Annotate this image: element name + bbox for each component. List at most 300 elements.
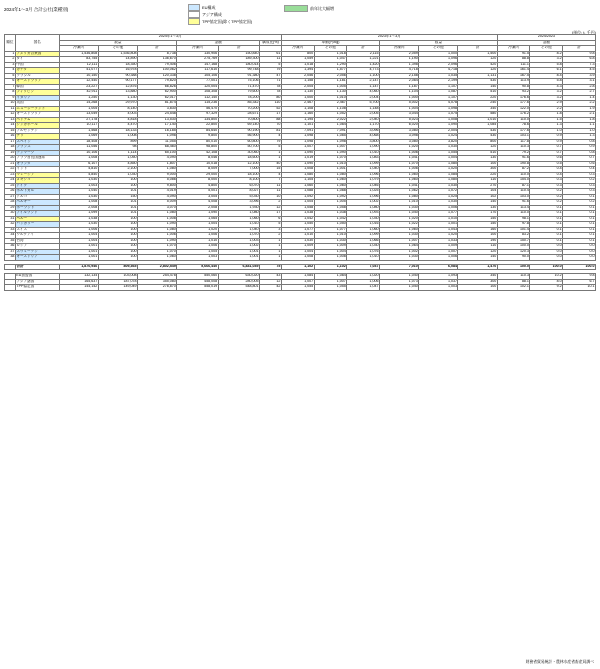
row-country: ドイツ bbox=[15, 183, 59, 189]
row-cell: 120 bbox=[458, 57, 497, 63]
row-cell: 558,019 bbox=[177, 285, 218, 291]
row-cell: 1,001 bbox=[59, 249, 98, 255]
row-cell: 4,773 bbox=[347, 68, 380, 74]
row-rank: 8 bbox=[5, 90, 16, 96]
row-cell: 3,080 bbox=[379, 139, 418, 145]
row-cell: 2 bbox=[260, 200, 282, 206]
row-cell: 91.5 bbox=[497, 51, 530, 57]
row-cell: 1,062 bbox=[379, 189, 418, 195]
row-cell: 4 bbox=[260, 172, 282, 178]
row-cell: 1,394 bbox=[281, 68, 314, 74]
row-cell: 1,040 bbox=[218, 227, 259, 233]
row-cell: 7,000 bbox=[218, 167, 259, 173]
row-cell: 6,107 bbox=[59, 161, 98, 167]
row-cell: 1,020 bbox=[419, 233, 458, 239]
row-cell: 12,100 bbox=[218, 161, 259, 167]
row-cell: 12,876 bbox=[98, 84, 137, 90]
row-cell: 1,050 bbox=[281, 222, 314, 228]
row-cell: 91.6 bbox=[497, 156, 530, 162]
row-cell: 1,001 bbox=[59, 255, 98, 261]
row-cell: 1,098 bbox=[137, 134, 176, 140]
legend-item-eu bbox=[188, 4, 252, 11]
row-cell: 5.8 bbox=[530, 62, 563, 68]
row-cell: 430 bbox=[458, 128, 497, 134]
row-cell: 5.8 bbox=[530, 79, 563, 85]
row-cell: 117.8 bbox=[497, 139, 530, 145]
row-cell: 104 bbox=[458, 189, 497, 195]
row-rank: 3 bbox=[5, 62, 16, 68]
row-cell: 12 bbox=[260, 205, 282, 211]
row-cell: 4,008 bbox=[177, 200, 218, 206]
row-cell: 1,007 bbox=[314, 279, 347, 285]
row-rank: 17 bbox=[5, 139, 16, 145]
row-cell: 150 bbox=[458, 222, 497, 228]
row-cell: 102 bbox=[458, 194, 497, 200]
row-cell: 101 bbox=[98, 200, 137, 206]
row-cell: 1,033 bbox=[419, 238, 458, 244]
row-cell: 1,075 bbox=[419, 112, 458, 118]
row-cell: 1,130 bbox=[281, 90, 314, 96]
row-cell: 1,070 bbox=[218, 233, 259, 239]
row-cell: 278,870 bbox=[137, 285, 176, 291]
row-rank: 20 bbox=[5, 156, 16, 162]
row-cell: 0.1 bbox=[530, 233, 563, 239]
row-cell: 165,637 bbox=[59, 279, 98, 285]
row-cell: 5 bbox=[260, 222, 282, 228]
row-cell: 240 bbox=[458, 101, 497, 107]
row-cell: 47 bbox=[260, 73, 282, 79]
row-cell: 1,080 bbox=[347, 205, 380, 211]
row-cell: 6.7 bbox=[563, 279, 596, 285]
row-cell: 1.3 bbox=[563, 134, 596, 140]
row-country: スイス bbox=[15, 227, 59, 233]
row-cell: 100 bbox=[98, 233, 137, 239]
row-cell: 1,105 bbox=[281, 178, 314, 184]
row-cell: 1,010 bbox=[314, 233, 347, 239]
row-cell: 78,200 bbox=[218, 95, 259, 101]
row-cell: 1,470 bbox=[458, 264, 497, 270]
row-cell: 18,600 bbox=[218, 156, 259, 162]
row-cell: 100 bbox=[98, 244, 137, 250]
row-cell: 170 bbox=[458, 211, 497, 217]
row-cell: 2,022 bbox=[314, 117, 347, 123]
row-cell: 1,066 bbox=[347, 238, 380, 244]
row-cell: 6.8 bbox=[563, 57, 596, 63]
row-cell: 1,030 bbox=[419, 183, 458, 189]
row-cell: 52 bbox=[260, 106, 282, 112]
row-cell: 1,090 bbox=[419, 123, 458, 129]
row-cell: 0.9 bbox=[530, 139, 563, 145]
row-cell: 42 bbox=[260, 285, 282, 291]
row-cell: 3.2 bbox=[530, 57, 563, 63]
row-cell: 1,090 bbox=[137, 238, 176, 244]
row-cell: 1,107 bbox=[419, 95, 458, 101]
row-cell: 2.2 bbox=[530, 106, 563, 112]
row-cell: 1,035 bbox=[419, 73, 458, 79]
row-cell: 16,978 bbox=[98, 68, 137, 74]
row-cell: 81 bbox=[260, 128, 282, 134]
row-cell: 5 bbox=[260, 145, 282, 151]
row-country: タイ bbox=[15, 57, 59, 63]
row-cell: 87.1 bbox=[497, 183, 530, 189]
row-cell: 132,134 bbox=[59, 274, 98, 280]
row-cell: 1,000 bbox=[379, 95, 418, 101]
row-cell: 1,003 bbox=[59, 183, 98, 189]
row-cell: 70 bbox=[260, 123, 282, 129]
row-cell: 149,049 bbox=[98, 285, 137, 291]
row-cell: 2,056 bbox=[314, 73, 347, 79]
row-cell: 4,470 bbox=[98, 123, 137, 129]
row-country: ペルー bbox=[15, 216, 59, 222]
row-cell: 42,108 bbox=[177, 150, 218, 156]
unit-note: (単位: t, 千円) bbox=[571, 30, 596, 35]
row-cell: 1,055 bbox=[419, 150, 458, 156]
header-other-4: その他 bbox=[419, 46, 458, 52]
row-cell: 4,810 bbox=[59, 167, 98, 173]
row-cell: 0.7 bbox=[530, 145, 563, 151]
row-cell: 120 bbox=[458, 68, 497, 74]
row-cell: 2,096 bbox=[419, 62, 458, 68]
row-rank: 14 bbox=[5, 123, 16, 129]
row-cell: 0.2 bbox=[530, 200, 563, 206]
row-country: EU加盟国 bbox=[15, 274, 59, 280]
row-cell: 1,088 bbox=[281, 189, 314, 195]
row-cell: 1,079 bbox=[347, 178, 380, 184]
row-cell: 1,047 bbox=[347, 285, 380, 291]
row-cell: 1,020 bbox=[177, 227, 218, 233]
row-cell: 0.1 bbox=[563, 238, 596, 244]
row-cell: 1,020 bbox=[379, 145, 418, 151]
row-cell: 430 bbox=[458, 79, 497, 85]
row-cell: 1,007 bbox=[281, 145, 314, 151]
row-cell: 60,800 bbox=[218, 139, 259, 145]
row-cell: 12 bbox=[260, 279, 282, 285]
row-cell: 7,091 bbox=[314, 128, 347, 134]
row-cell: 1,006 bbox=[177, 244, 218, 250]
row-cell: 110 bbox=[458, 178, 497, 184]
row-cell: 1,070 bbox=[314, 156, 347, 162]
row-cell: 1,010 bbox=[379, 200, 418, 206]
row-cell: 120 bbox=[458, 249, 497, 255]
row-cell: 1.5 bbox=[530, 117, 563, 123]
row-cell: 4,718 bbox=[379, 68, 418, 74]
row-cell: 8.4 bbox=[530, 73, 563, 79]
row-cell: 103.0 bbox=[497, 194, 530, 200]
row-cell: 10,150 bbox=[59, 73, 98, 79]
row-cell: 0.6 bbox=[563, 161, 596, 167]
row-cell: 110.3 bbox=[497, 145, 530, 151]
row-rank: 24 bbox=[5, 178, 16, 184]
row-cell: 2,008 bbox=[177, 205, 218, 211]
row-cell: 1,250 bbox=[59, 95, 98, 101]
legend-item-tpp bbox=[188, 18, 252, 25]
row-cell: 110.0 bbox=[497, 172, 530, 178]
row-cell: 1,025 bbox=[419, 194, 458, 200]
row-cell: 24,548 bbox=[137, 112, 176, 118]
row-cell: 0.1 bbox=[563, 211, 596, 217]
row-country: ベルギー bbox=[15, 200, 59, 206]
row-cell: 1,025 bbox=[347, 189, 380, 195]
row-cell: 110 bbox=[260, 101, 282, 107]
row-country: カナダ bbox=[15, 68, 59, 74]
row-cell: 154.0 bbox=[497, 178, 530, 184]
row-cell: 1,001 bbox=[59, 244, 98, 250]
row-country: オーストリア bbox=[15, 255, 59, 261]
row-cell: 5,023 bbox=[379, 117, 418, 123]
row-cell: 140 bbox=[458, 200, 497, 206]
row-cell: 1,005 bbox=[59, 106, 98, 112]
row-cell: 130 bbox=[458, 156, 497, 162]
row-cell: 1,009 bbox=[419, 244, 458, 250]
row-cell: 1.1 bbox=[563, 123, 596, 129]
row-cell: 102.1 bbox=[497, 285, 530, 291]
row-cell: 1,084 bbox=[281, 274, 314, 280]
row-cell: 1,010 bbox=[177, 238, 218, 244]
row-cell: 130,906 bbox=[177, 51, 218, 57]
row-cell: 1,090 bbox=[314, 150, 347, 156]
row-cell: 1,080 bbox=[419, 161, 458, 167]
row-cell: 79,600 bbox=[218, 90, 259, 96]
row-cell: 1,290 bbox=[314, 62, 347, 68]
row-cell: 1,030 bbox=[379, 255, 418, 261]
row-cell: 1,158 bbox=[281, 79, 314, 85]
row-cell: 1,010 bbox=[347, 150, 380, 156]
row-cell: 1,008 bbox=[314, 255, 347, 261]
row-cell: 0.1 bbox=[530, 222, 563, 228]
row-rank: 4 bbox=[5, 68, 16, 74]
row-cell: 1,147 bbox=[347, 84, 380, 90]
legend-swatch-green bbox=[284, 5, 308, 12]
row-rank: 36 bbox=[5, 244, 16, 250]
row-cell: 1,090 bbox=[177, 211, 218, 217]
row-cell: 5,002 bbox=[379, 101, 418, 107]
row-cell: 16,185 bbox=[137, 128, 176, 134]
row-cell: 1,181 bbox=[314, 79, 347, 85]
row-cell: 90,388 bbox=[98, 73, 137, 79]
row-cell: 1,090 bbox=[281, 150, 314, 156]
row-cell: 1,040 bbox=[379, 285, 418, 291]
row-cell: 7,091 bbox=[281, 128, 314, 134]
row-cell: 0.0 bbox=[530, 255, 563, 261]
row-cell: 18,350 bbox=[98, 62, 137, 68]
row-cell: 110.4 bbox=[497, 189, 530, 195]
row-cell: 0.1 bbox=[563, 216, 596, 222]
row-cell: 4,068 bbox=[347, 134, 380, 140]
row-cell: 280,005 bbox=[218, 279, 259, 285]
row-country: オーストラリア bbox=[15, 79, 59, 85]
row-cell: 6,020 bbox=[379, 123, 418, 129]
row-cell: 1,060 bbox=[314, 183, 347, 189]
row-cell: 1,807 bbox=[137, 161, 176, 167]
row-cell: 2,115 bbox=[347, 51, 380, 57]
row-cell: 100 bbox=[98, 255, 137, 261]
row-rank: 9 bbox=[5, 95, 16, 101]
row-cell: 1,006 bbox=[347, 279, 380, 285]
row-cell: 144,142 bbox=[59, 285, 98, 291]
row-cell: 2,199 bbox=[419, 79, 458, 85]
row-cell: 71,470 bbox=[218, 84, 259, 90]
row-cell: 1,107 bbox=[419, 84, 458, 90]
legend bbox=[188, 4, 252, 25]
row-cell: 2.7 bbox=[563, 90, 596, 96]
row-cell: 1,003 bbox=[419, 285, 458, 291]
row-cell: 1,060 bbox=[379, 178, 418, 184]
row-cell: 300 bbox=[458, 167, 497, 173]
row-cell: 1,114 bbox=[98, 150, 137, 156]
row-cell: 84,640 bbox=[177, 128, 218, 134]
row-cell: 167.5 bbox=[497, 73, 530, 79]
row-cell: 3,070 bbox=[137, 205, 176, 211]
row-cell: 1,085 bbox=[419, 172, 458, 178]
header-unitprice: 単価(円/kg) bbox=[281, 40, 379, 46]
row-cell: 2,004 bbox=[419, 128, 458, 134]
row-cell: 0.0 bbox=[530, 249, 563, 255]
row-cell: 103,008 bbox=[98, 274, 137, 280]
row-cell: 2.8 bbox=[563, 84, 596, 90]
row-cell: 83,755 bbox=[59, 57, 98, 63]
row-cell: 1,030 bbox=[314, 238, 347, 244]
row-cell: 1,043 bbox=[419, 227, 458, 233]
row-cell: 18,133 bbox=[98, 128, 137, 134]
row-cell: 2.9 bbox=[530, 101, 563, 107]
row-rank: 2 bbox=[5, 57, 16, 63]
row-rank: 32 bbox=[5, 222, 16, 228]
row-cell: 2,059 bbox=[379, 51, 418, 57]
row-cell: 5,009 bbox=[137, 200, 176, 206]
row-cell: 1,080 bbox=[137, 167, 176, 173]
row-cell: 1,001 bbox=[314, 167, 347, 173]
row-country: アメリカ合衆国 bbox=[15, 51, 59, 57]
row-cell: 112,140 bbox=[177, 95, 218, 101]
row-cell: 1,002 bbox=[379, 249, 418, 255]
row-cell: 69,140 bbox=[218, 123, 259, 129]
row-cell: 8,000 bbox=[177, 178, 218, 184]
row-cell: 1,100 bbox=[347, 73, 380, 79]
row-cell: 1,098 bbox=[314, 139, 347, 145]
row-cell: 0.7 bbox=[530, 150, 563, 156]
row-cell: 4,019 bbox=[137, 189, 176, 195]
row-cell: 1,041 bbox=[379, 183, 418, 189]
row-cell: 3.2 bbox=[530, 95, 563, 101]
row-cell: 0.1 bbox=[530, 211, 563, 217]
row-cell: 117,610 bbox=[177, 68, 218, 74]
row-cell: 1,065 bbox=[177, 216, 218, 222]
row-rank: 18 bbox=[5, 145, 16, 151]
row-cell: 4.5 bbox=[563, 68, 596, 74]
row-cell: 1,004 bbox=[379, 106, 418, 112]
row-cell: 1,010 bbox=[419, 216, 458, 222]
row-cell: 1,007 bbox=[281, 279, 314, 285]
row-cell: 0.4 bbox=[563, 167, 596, 173]
row-cell: 3,080 bbox=[379, 128, 418, 134]
header-other-5: その他 bbox=[530, 46, 563, 52]
row-cell: 1,092 bbox=[314, 194, 347, 200]
row-cell: 4,840 bbox=[59, 172, 98, 178]
row-country: 中国 bbox=[15, 62, 59, 68]
row-cell: 3.9 bbox=[563, 73, 596, 79]
row-cell: 1,018 bbox=[281, 62, 314, 68]
row-cell: 120,338 bbox=[137, 73, 176, 79]
row-cell: 62,900 bbox=[137, 90, 176, 96]
row-cell: 1,030 bbox=[59, 194, 98, 200]
row-rank: 16 bbox=[5, 134, 16, 140]
row-cell: 1,070 bbox=[137, 249, 176, 255]
row-cell: 101 bbox=[98, 205, 137, 211]
row-cell: 1 bbox=[260, 150, 282, 156]
row-cell: 14,890 bbox=[98, 57, 137, 63]
row-cell: 1,160 bbox=[281, 112, 314, 118]
header-other-3: その他 bbox=[314, 46, 347, 52]
row-rank: 30 bbox=[5, 211, 16, 217]
row-country: オーストラリア bbox=[15, 112, 59, 118]
row-cell: 1,064 bbox=[379, 244, 418, 250]
row-rank: 29 bbox=[5, 205, 16, 211]
row-cell: 65,100 bbox=[137, 150, 176, 156]
row-cell: 7,010 bbox=[379, 264, 418, 270]
row-cell: 1,130 bbox=[314, 90, 347, 96]
row-cell: 0.1 bbox=[563, 194, 596, 200]
row-country: ニュージーランド bbox=[15, 106, 59, 112]
row-cell: 2,008 bbox=[59, 205, 98, 211]
row-cell: 6,841,049 bbox=[218, 264, 259, 270]
row-cell: 300 bbox=[458, 279, 497, 285]
row-cell: 1,010 bbox=[347, 255, 380, 261]
row-cell: 1,040 bbox=[59, 189, 98, 195]
row-country: デンマーク bbox=[15, 150, 59, 156]
row-cell: 8,738 bbox=[137, 51, 176, 57]
row-cell: 0.1 bbox=[530, 216, 563, 222]
row-cell: 62,017 bbox=[137, 95, 176, 101]
row-cell: 1,002 bbox=[218, 244, 259, 250]
row-cell: 98.1 bbox=[497, 216, 530, 222]
row-cell: 187,078 bbox=[98, 279, 137, 285]
row-cell: 87.2 bbox=[497, 167, 530, 173]
header-frozen-4: 冷凍肉 bbox=[379, 46, 418, 52]
legend-swatch-tpp bbox=[188, 18, 200, 25]
header-total-5: 計 bbox=[563, 46, 596, 52]
row-rank: 37 bbox=[5, 249, 16, 255]
source-note: 財務省貿易統計・農林水産省畜産局調べ bbox=[525, 660, 594, 664]
row-cell: 809,365 bbox=[98, 264, 137, 270]
row-cell: 1,096 bbox=[419, 57, 458, 63]
row-cell: 100 bbox=[98, 216, 137, 222]
row-cell: 1,104 bbox=[379, 90, 418, 96]
row-cell: 18,100 bbox=[218, 172, 259, 178]
row-cell: 254,478 bbox=[137, 274, 176, 280]
row-country: フィリピン bbox=[15, 90, 59, 96]
row-cell: 355,080 bbox=[137, 279, 176, 285]
row-cell: 1,536,808 bbox=[98, 51, 137, 57]
row-cell: 1,019 bbox=[281, 156, 314, 162]
row-cell: 105,106 bbox=[177, 73, 218, 79]
row-rank: 28 bbox=[5, 200, 16, 206]
row-cell: 1 bbox=[260, 255, 282, 261]
row-cell: 1,102 bbox=[314, 264, 347, 270]
row-cell: 220 bbox=[458, 95, 497, 101]
header-volume-2024: 数量 bbox=[59, 40, 177, 46]
row-cell: 1.8 bbox=[563, 117, 596, 123]
page-title: 2024年1～3月 合計公社(業種別) bbox=[4, 7, 69, 12]
row-cell: 1,101 bbox=[281, 123, 314, 129]
row-cell: 1.0 bbox=[530, 128, 563, 134]
row-cell: 100 bbox=[98, 178, 137, 184]
row-cell: 580 bbox=[458, 112, 497, 118]
header-frozen-2: 冷凍肉 bbox=[177, 46, 218, 52]
row-cell: 160 bbox=[458, 227, 497, 233]
row-country: イタリア bbox=[15, 95, 59, 101]
row-cell: 5,666,440 bbox=[177, 264, 218, 270]
row-cell: 1,004 bbox=[419, 156, 458, 162]
